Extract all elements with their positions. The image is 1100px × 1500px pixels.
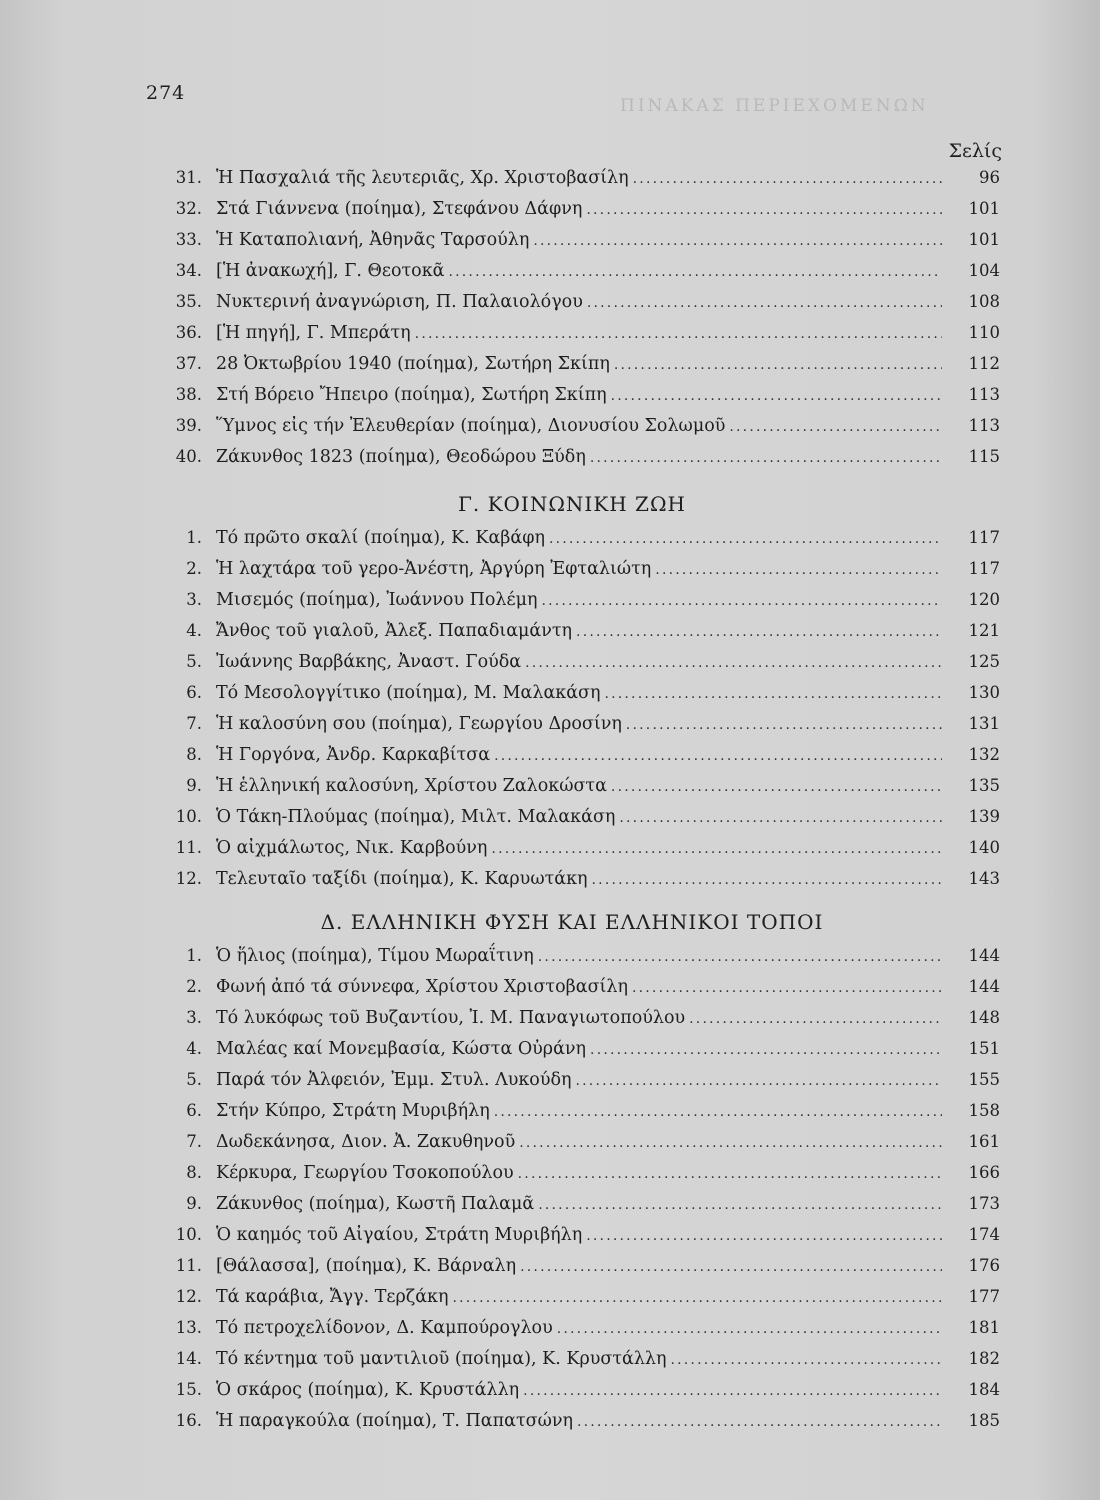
entry-page: 148 — [968, 1008, 1000, 1027]
toc-entry — [144, 946, 1000, 977]
entry-title: Ζάκυνθος (ποίημα), Κωστῆ Παλαμᾶ — [216, 1194, 535, 1214]
entry-title: Ὁ καημός τοῦ Αἰγαίου, Στράτη Μυριβήλη — [216, 1225, 583, 1245]
entry-title: Στήν Κύπρο, Στράτη Μυριβήλη — [216, 1101, 490, 1121]
dot-leader — [523, 1383, 942, 1399]
entry-number: 10. — [175, 807, 202, 826]
entry-page: 144 — [968, 977, 1000, 996]
entry-title: Τό λυκόφως τοῦ Βυζαντίου, Ἰ. Μ. Παναγιωτοπούλου — [216, 1008, 686, 1028]
entry-page: 135 — [968, 776, 1000, 795]
entry-number: 34. — [175, 261, 202, 280]
entry-number: 2. — [186, 977, 202, 996]
bleed-through-header: ΠΙΝΑΚΑΣ ΠΕΡΙΕΧΟΜΕΝΩΝ — [620, 96, 929, 116]
toc-entry — [144, 714, 1000, 745]
entry-title: Ἡ καλοσύνη σου (ποίημα), Γεωργίου Δροσίνη — [216, 714, 622, 734]
entry-number: 9. — [186, 776, 202, 795]
toc-entry — [144, 1070, 1000, 1101]
toc-entry — [144, 1318, 1000, 1349]
entry-title: Μαλέας καί Μονεμβασία, Κώστα Οὐράνη — [216, 1039, 587, 1059]
entry-title: [Θάλασσα], (ποίημα), Κ. Βάρναλη — [216, 1256, 517, 1276]
entry-number: 11. — [175, 838, 202, 857]
entry-page: 173 — [968, 1194, 1000, 1213]
entry-number: 3. — [186, 1008, 202, 1027]
entry-number: 4. — [186, 621, 202, 640]
entry-title: Φωνή ἀπό τά σύννεφα, Χρίστου Χριστοβασίλη — [216, 977, 628, 997]
entry-number: 14. — [175, 1349, 202, 1368]
entry-page: 117 — [968, 559, 1000, 578]
entry-title: Ὁ αἰχμάλωτος, Νικ. Καρβούνη — [216, 838, 488, 858]
entry-number: 4. — [186, 1039, 202, 1058]
toc-entry — [144, 323, 1000, 354]
toc-entry — [144, 354, 1000, 385]
toc-entry — [144, 416, 1000, 447]
page-column-label: Σελίς — [948, 140, 1002, 162]
toc-entry — [144, 447, 1000, 478]
entry-title: Παρά τόν Ἀλφειόν, Ἐμμ. Στυλ. Λυκούδη — [216, 1070, 572, 1090]
entry-title: Ὁ ἥλιος (ποίημα), Τίμου Μωραΐτινη — [216, 946, 534, 966]
dot-leader — [577, 1414, 942, 1430]
dot-leader — [729, 419, 942, 435]
entry-number: 33. — [175, 230, 202, 249]
toc-entry — [144, 1194, 1000, 1225]
dot-leader — [604, 686, 942, 702]
entry-title: Ἡ λαχτάρα τοῦ γερο-Ἀνέστη, Ἀργύρη Ἐφταλιώτη — [216, 559, 652, 579]
toc-entry — [144, 1411, 1000, 1442]
section-heading-greek-nature: Δ. ΕΛΛΗΝΙΚΗ ΦΥΣΗ ΚΑΙ ΕΛΛΗΝΙΚΟΙ ΤΟΠΟΙ — [320, 910, 824, 934]
dot-leader — [452, 1290, 942, 1306]
dot-leader — [538, 1197, 942, 1213]
dot-leader — [541, 593, 942, 609]
toc-entry — [144, 807, 1000, 838]
toc-entry — [144, 1256, 1000, 1287]
dot-leader — [520, 1259, 942, 1275]
entry-number: 9. — [186, 1194, 202, 1213]
toc-entry — [144, 869, 1000, 900]
entry-number: 8. — [186, 1163, 202, 1182]
dot-leader — [689, 1011, 942, 1027]
entry-number: 10. — [175, 1225, 202, 1244]
entry-title: Ὕμνος εἰς τήν Ἐλευθερίαν (ποίημα), Διονυσίου Σολωμοῦ — [216, 416, 726, 436]
entry-number: 12. — [175, 869, 202, 888]
entry-page: 177 — [968, 1287, 1000, 1306]
entry-number: 5. — [186, 652, 202, 671]
dot-leader — [533, 233, 942, 249]
entry-page: 101 — [968, 199, 1000, 218]
entry-page: 96 — [979, 168, 1000, 187]
dot-leader — [592, 872, 942, 888]
entry-page: 131 — [968, 714, 1000, 733]
toc-entry — [144, 1132, 1000, 1163]
entry-page: 108 — [968, 292, 1000, 311]
entry-page: 101 — [968, 230, 1000, 249]
dot-leader — [415, 326, 942, 342]
toc-entry — [144, 199, 1000, 230]
toc-entry — [144, 292, 1000, 323]
toc-entry — [144, 1101, 1000, 1132]
entry-number: 5. — [186, 1070, 202, 1089]
entry-number: 6. — [186, 1101, 202, 1120]
entry-page: 104 — [968, 261, 1000, 280]
entry-number: 38. — [175, 385, 202, 404]
dot-leader — [587, 295, 942, 311]
dot-leader — [586, 1228, 942, 1244]
entry-number: 7. — [186, 714, 202, 733]
toc-list-section-b — [144, 168, 1000, 478]
toc-entry — [144, 1287, 1000, 1318]
entry-page: 140 — [968, 838, 1000, 857]
entry-number: 36. — [175, 323, 202, 342]
entry-number: 16. — [175, 1411, 202, 1430]
toc-list-section-d — [144, 946, 1000, 1442]
toc-entry — [144, 590, 1000, 621]
dot-leader — [538, 949, 942, 965]
entry-number: 2. — [186, 559, 202, 578]
entry-title: Ἡ Πασχαλιά τῆς λευτεριᾶς, Χρ. Χριστοβασίλη — [216, 168, 629, 188]
entry-number: 32. — [175, 199, 202, 218]
entry-page: 125 — [968, 652, 1000, 671]
entry-number: 1. — [186, 528, 202, 547]
dot-leader — [590, 450, 942, 466]
toc-entry — [144, 1349, 1000, 1380]
toc-list-section-g — [144, 528, 1000, 900]
toc-entry — [144, 559, 1000, 590]
dot-leader — [519, 1135, 942, 1151]
entry-page: 158 — [968, 1101, 1000, 1120]
entry-title: Ἡ ἑλληνική καλοσύνη, Χρίστου Ζαλοκώστα — [216, 776, 607, 796]
entry-page: 174 — [968, 1225, 1000, 1244]
toc-entry — [144, 168, 1000, 199]
entry-page: 113 — [968, 416, 1000, 435]
dot-leader — [611, 388, 942, 404]
entry-page: 184 — [968, 1380, 1000, 1399]
dot-leader — [586, 202, 942, 218]
dot-leader — [494, 1104, 942, 1120]
toc-entry — [144, 621, 1000, 652]
dot-leader — [494, 748, 942, 764]
toc-entry — [144, 1225, 1000, 1256]
entry-title: Νυκτερινή ἀναγνώριση, Π. Παλαιολόγου — [216, 292, 583, 312]
entry-title: Τό κέντημα τοῦ μαντιλιοῦ (ποίημα), Κ. Κρυστάλλη — [216, 1349, 667, 1369]
entry-page: 139 — [968, 807, 1000, 826]
dot-leader — [626, 717, 942, 733]
entry-number: 3. — [186, 590, 202, 609]
entry-title: 28 Ὀκτωβρίου 1940 (ποίημα), Σωτήρη Σκίπη — [216, 354, 610, 374]
entry-number: 7. — [186, 1132, 202, 1151]
entry-title: Τό πρῶτο σκαλί (ποίημα), Κ. Καβάφη — [216, 528, 545, 548]
toc-entry — [144, 683, 1000, 714]
dot-leader — [670, 1352, 942, 1368]
entry-title: Ἰωάννης Βαρβάκης, Ἀναστ. Γούδα — [216, 652, 522, 672]
entry-number: 37. — [175, 354, 202, 373]
entry-title: [Ἡ πηγή], Γ. Μπεράτη — [216, 323, 411, 343]
toc-entry — [144, 745, 1000, 776]
entry-page: 121 — [968, 621, 1000, 640]
entry-title: Τελευταῖο ταξίδι (ποίημα), Κ. Καρυωτάκη — [216, 869, 588, 889]
toc-entry — [144, 1380, 1000, 1411]
entry-number: 6. — [186, 683, 202, 702]
entry-title: Ἡ Καταπολιανή, Ἀθηνᾶς Ταρσούλη — [216, 230, 530, 250]
entry-title: Στή Βόρειο Ἤπειρο (ποίημα), Σωτήρη Σκίπη — [216, 385, 607, 405]
entry-number: 35. — [175, 292, 202, 311]
entry-number: 11. — [175, 1256, 202, 1275]
entry-number: 39. — [175, 416, 202, 435]
entry-title: Κέρκυρα, Γεωργίου Τσοκοπούλου — [216, 1163, 514, 1183]
entry-page: 112 — [968, 354, 1000, 373]
entry-page: 143 — [968, 869, 1000, 888]
toc-entry — [144, 528, 1000, 559]
entry-page: 176 — [968, 1256, 1000, 1275]
dot-leader — [614, 357, 942, 373]
entry-page: 151 — [968, 1039, 1000, 1058]
toc-entry — [144, 838, 1000, 869]
entry-number: 31. — [175, 168, 202, 187]
dot-leader — [518, 1166, 942, 1182]
dot-leader — [557, 1321, 942, 1337]
entry-title: Μισεμός (ποίημα), Ἰωάννου Πολέμη — [216, 590, 538, 610]
toc-entry — [144, 977, 1000, 1008]
entry-page: 130 — [968, 683, 1000, 702]
dot-leader — [655, 562, 942, 578]
dot-leader — [491, 841, 942, 857]
entry-title: Ὁ Τάκη-Πλούμας (ποίημα), Μιλτ. Μαλακάση — [216, 807, 616, 827]
page-number: 274 — [146, 82, 186, 104]
dot-leader — [576, 624, 942, 640]
entry-title: Ἄνθος τοῦ γιαλοῦ, Ἀλεξ. Παπαδιαμάντη — [216, 621, 573, 641]
entry-title: Δωδεκάνησα, Διον. Ἀ. Ζακυθηνοῦ — [216, 1132, 516, 1152]
entry-number: 12. — [175, 1287, 202, 1306]
entry-page: 155 — [968, 1070, 1000, 1089]
toc-entry — [144, 230, 1000, 261]
entry-title: Ἡ Γοργόνα, Ἀνδρ. Καρκαβίτσα — [216, 745, 491, 765]
entry-title: Τά καράβια, Ἄγγ. Τερζάκη — [216, 1287, 449, 1307]
entry-page: 132 — [968, 745, 1000, 764]
entry-page: 161 — [968, 1132, 1000, 1151]
entry-title: Ὁ σκάρος (ποίημα), Κ. Κρυστάλλη — [216, 1380, 520, 1400]
entry-page: 182 — [968, 1349, 1000, 1368]
entry-page: 117 — [968, 528, 1000, 547]
entry-number: 8. — [186, 745, 202, 764]
entry-page: 113 — [968, 385, 1000, 404]
entry-title: Τό Μεσολογγίτικο (ποίημα), Μ. Μαλακάση — [216, 683, 601, 703]
entry-number: 1. — [186, 946, 202, 965]
toc-entry — [144, 385, 1000, 416]
dot-leader — [549, 531, 942, 547]
entry-page: 181 — [968, 1318, 1000, 1337]
dot-leader — [590, 1042, 942, 1058]
toc-entry — [144, 1039, 1000, 1070]
entry-title: Στά Γιάννενα (ποίημα), Στεφάνου Δάφνη — [216, 199, 583, 219]
entry-title: Τό πετροχελίδονον, Δ. Καμπούρογλου — [216, 1318, 553, 1338]
entry-page: 120 — [968, 590, 1000, 609]
entry-page: 185 — [968, 1411, 1000, 1430]
toc-entry — [144, 776, 1000, 807]
dot-leader — [525, 655, 942, 671]
entry-page: 110 — [968, 323, 1000, 342]
entry-number: 13. — [175, 1318, 202, 1337]
toc-entry — [144, 652, 1000, 683]
section-heading-social-life: Γ. ΚΟΙΝΩΝΙΚΗ ΖΩΗ — [458, 492, 686, 516]
dot-leader — [448, 264, 942, 280]
entry-title: Ἡ παραγκούλα (ποίημα), Τ. Παπατσώνη — [216, 1411, 573, 1431]
entry-page: 115 — [968, 447, 1000, 466]
dot-leader — [611, 779, 942, 795]
entry-number: 15. — [175, 1380, 202, 1399]
entry-page: 166 — [968, 1163, 1000, 1182]
entry-number: 40. — [175, 447, 202, 466]
entry-page: 144 — [968, 946, 1000, 965]
entry-title: [Ἡ ἀνακωχή], Γ. Θεοτοκᾶ — [216, 261, 445, 281]
dot-leader — [576, 1073, 943, 1089]
toc-entry — [144, 1008, 1000, 1039]
entry-title: Ζάκυνθος 1823 (ποίημα), Θεοδώρου Ξύδη — [216, 447, 586, 467]
toc-entry — [144, 1163, 1000, 1194]
dot-leader — [633, 171, 942, 187]
toc-entry — [144, 261, 1000, 292]
dot-leader — [632, 980, 942, 996]
dot-leader — [619, 810, 942, 826]
